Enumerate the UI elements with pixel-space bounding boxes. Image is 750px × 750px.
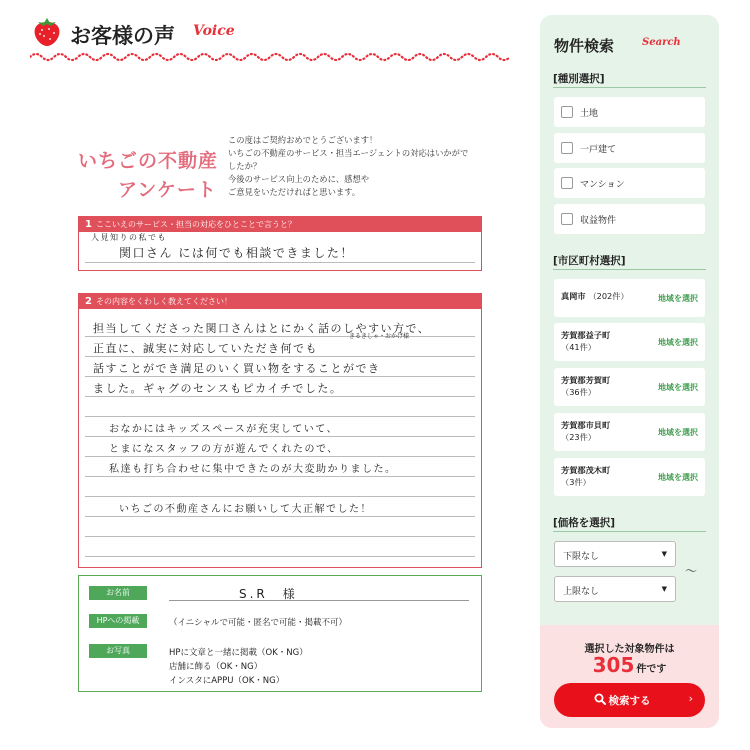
price-section-label: [価格を選択] [553,517,616,529]
area-item-motegi[interactable]: 芳賀郡茂木町 （3件） 地域を選択 [554,458,705,496]
checkbox[interactable] [561,213,573,225]
type-option-house[interactable]: 一戸建て [554,133,705,163]
photo-option: 店舗に飾る（OK・NG） [169,662,263,672]
result-count: 305 [592,653,635,677]
sidebar-title: 物件検索 [554,37,615,55]
name-tag: お名前 [89,586,147,600]
question-1-header: 1 ここいえのサービス・担当の対応をひとことで言うと？ [79,217,481,232]
select-area-link[interactable]: 地域を選択 [658,294,698,303]
type-option-investment[interactable]: 収益物件 [554,204,705,234]
search-button[interactable]: 検索する › [554,683,705,717]
select-area-link[interactable]: 地域を選択 [658,338,698,347]
photo-option: インスタにAPPU（OK・NG） [169,676,285,686]
type-section-label: [種別選択] [553,73,605,85]
chevron-right-icon: › [688,692,693,705]
survey-intro: この度はご契約おめでとうございます！ いちごの不動産のサービス・担当エージェントの対応はいかがで したか？ 今後のサービス向上のために、感想や ご意見をいただければと思います。 [228,135,469,197]
search-result-panel [540,625,719,728]
property-search-sidebar [540,15,719,728]
answer-2-line: 話すことができ満足のいく買い物をすることができ [93,362,381,375]
price-max-select[interactable]: 上限なし ▼ [554,576,676,602]
answer-2-note: きるきしゃ・おかげ様 [349,333,410,340]
checkbox[interactable] [561,177,573,189]
select-area-link[interactable]: 地域を選択 [658,473,698,482]
page-title: お客様の声 [70,23,175,48]
type-option-land[interactable]: 土地 [554,97,705,127]
survey-sheet-image [70,128,490,698]
question-2-header: 2 その内容をくわしく教えてください！ [79,294,481,309]
respondent-info-box [78,575,482,692]
answer-2-line: 担当してくださった関口さんはとにかく話のしやすい方で、 [93,322,431,335]
area-item-mashiko[interactable]: 芳賀郡益子町 （41件） 地域を選択 [554,323,705,361]
answer-1-text: 関口さん には何でも相談できました！ [119,246,354,260]
answer-2-line: ました。ギャグのセンスもピカイチでした。 [93,382,343,395]
area-item-ichikai[interactable]: 芳賀郡市貝町 （23件） 地域を選択 [554,413,705,451]
answer-2-line: 私達も打ち合わせに集中できたのが大変助かりました。 [109,464,397,475]
checkbox[interactable] [561,106,573,118]
sidebar-subtitle: Search [642,37,681,48]
range-tilde: 〜 [685,564,698,578]
survey-logo-line2: アンケート [118,179,217,201]
answer-2-line: おなかにはキッズスペースが充実していて、 [109,424,339,435]
type-option-mansion[interactable]: マンション [554,168,705,198]
caret-down-icon: ▼ [661,585,667,593]
wave-divider [30,50,520,64]
area-item-haga[interactable]: 芳賀郡芳賀町 （36件） 地域を選択 [554,368,705,406]
photo-tag: お写真 [89,644,147,658]
result-label: 選択した対象物件は [584,644,675,655]
answer-2-line: 正直に、誠実に対応していただき何でも [93,342,318,355]
hp-tag: HPへの掲載 [89,614,147,628]
question-1-box [78,216,482,271]
photo-option: HPに文章と一緒に掲載（OK・NG） [169,648,308,658]
answer-1-small: 人見知りの私でも [91,233,167,242]
question-2-box [78,293,482,568]
select-area-link[interactable]: 地域を選択 [658,428,698,437]
checkbox[interactable] [561,142,573,154]
area-section-label: [市区町村選択] [553,255,626,267]
result-count-line: 305 件です [592,653,667,677]
hp-options: （イニシャルで可能・匿名で可能・掲載不可） [169,618,347,628]
answer-2-line: とまになスタッフの方が遊んでくれたので、 [109,444,339,455]
caret-down-icon: ▼ [661,550,667,558]
page-subtitle: Voice [193,23,235,39]
select-area-link[interactable]: 地域を選択 [658,383,698,392]
area-item-moka[interactable]: 真岡市 （202件） 地域を選択 [554,279,705,317]
page-header [30,12,520,64]
price-min-select[interactable]: 下限なし ▼ [554,541,676,567]
answer-2-line: いちごの不動産さんにお願いして大正解でした！ [119,504,372,515]
survey-logo-line1: いちごの不動産 [78,150,219,172]
respondent-name: S.R 様 [239,587,298,601]
strawberry-icon [30,14,64,48]
